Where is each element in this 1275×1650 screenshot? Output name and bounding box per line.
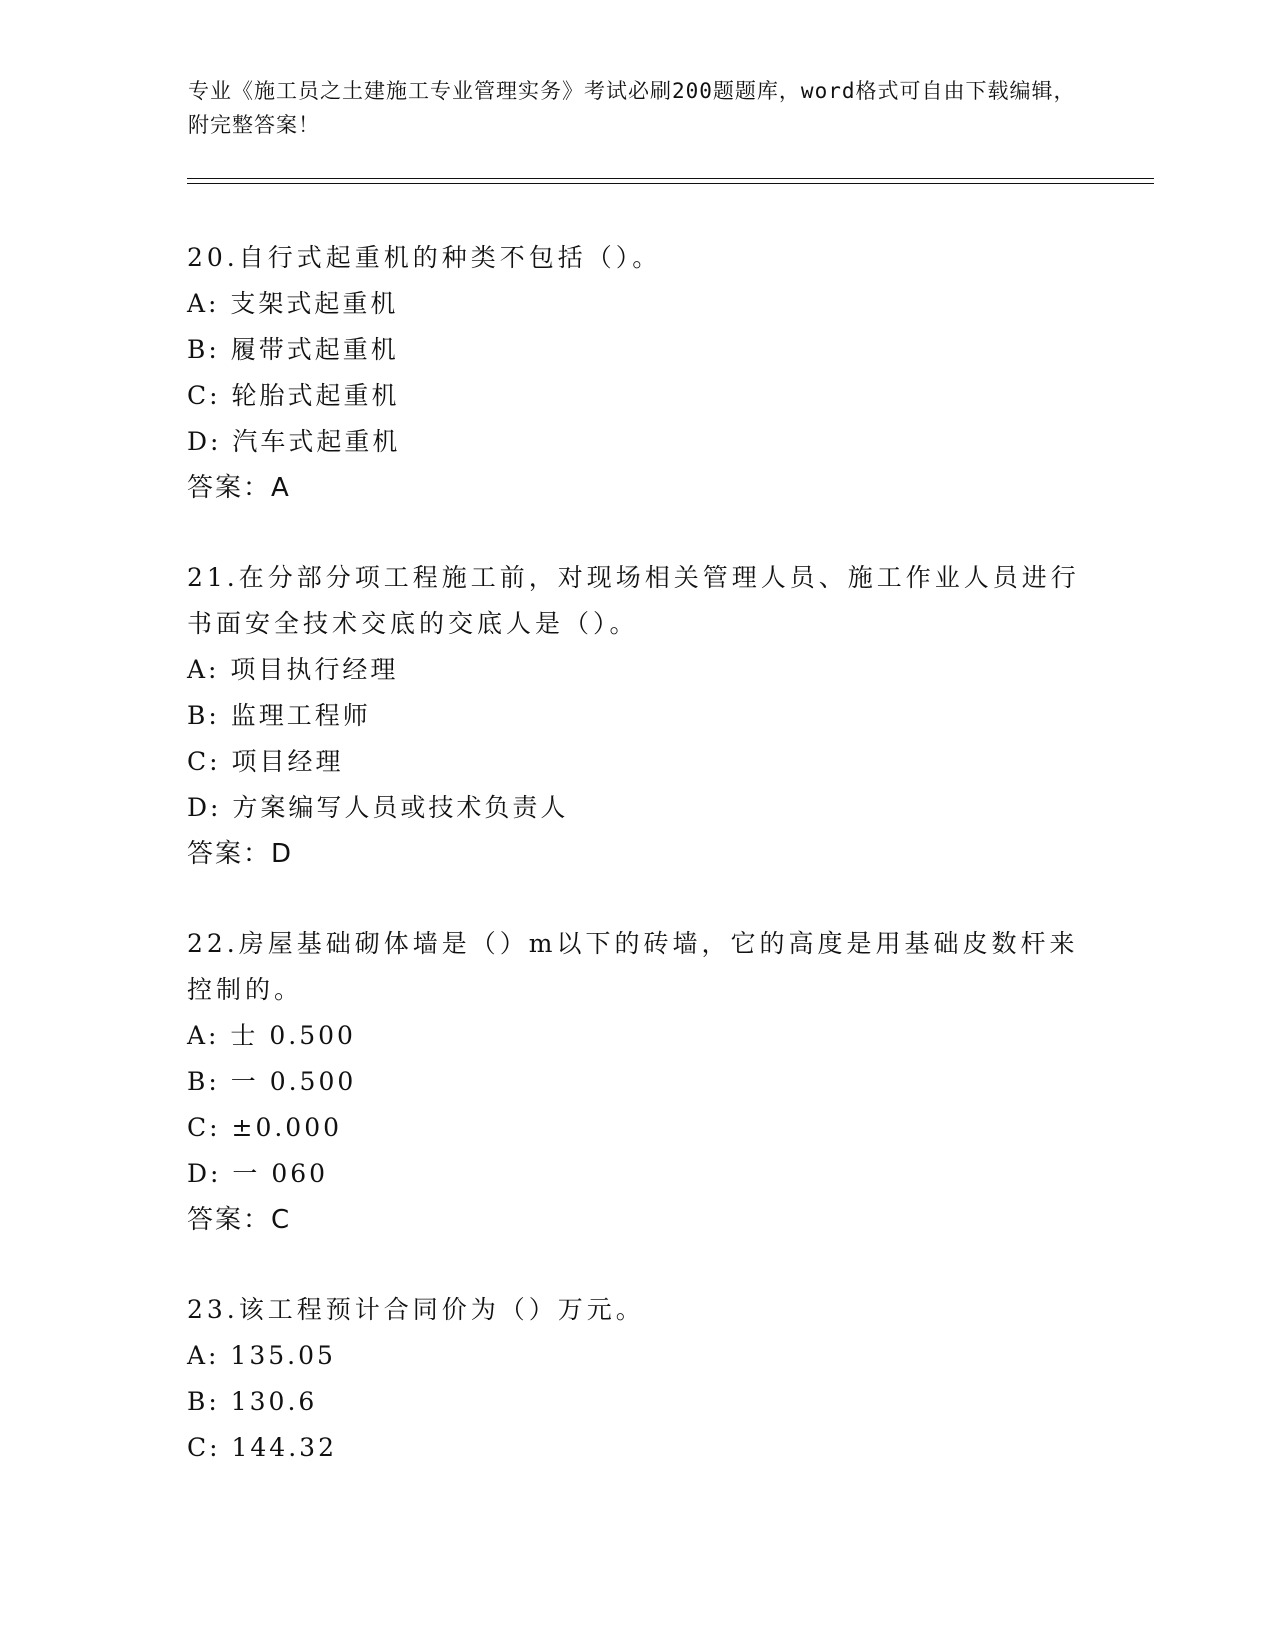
option-b: B: 监理工程师	[187, 701, 371, 730]
option-a: A: 135.05	[187, 1341, 336, 1370]
option-b: B: 一 0.500	[187, 1067, 357, 1096]
question-stem: 23.该工程预计合同价为（）万元。	[187, 1295, 645, 1324]
option-c: C: 144.32	[187, 1433, 337, 1462]
header-divider-bottom	[187, 183, 1154, 184]
answer: 答案：A	[187, 473, 291, 503]
option-a: A: 项目执行经理	[187, 655, 399, 684]
question-22	[187, 921, 1087, 1243]
header-divider-top	[187, 178, 1154, 179]
option-d: D: 方案编写人员或技术负责人	[187, 793, 569, 822]
question-23	[187, 1287, 1087, 1471]
question-20	[187, 235, 1087, 511]
option-d: D: 汽车式起重机	[187, 427, 401, 456]
option-c: C: ±0.000	[187, 1113, 343, 1142]
option-a: A: 士 0.500	[187, 1021, 356, 1050]
answer: 答案：C	[187, 1205, 292, 1235]
question-21	[187, 555, 1087, 877]
document-header: 专业《施工员之土建施工专业管理实务》考试必刷200题题库，word格式可自由下载编辑，附完整答案！	[188, 79, 1076, 137]
question-stem: 21.在分部分项工程施工前，对现场相关管理人员、施工作业人员进行书面安全技术交底的交底人是（）。	[187, 563, 1080, 638]
option-c: C: 项目经理	[187, 747, 344, 776]
question-stem: 20.自行式起重机的种类不包括（）。	[187, 243, 662, 272]
option-b: B: 130.6	[187, 1387, 318, 1416]
option-c: C: 轮胎式起重机	[187, 381, 400, 410]
answer: 答案：D	[187, 839, 294, 869]
option-a: A: 支架式起重机	[187, 289, 399, 318]
question-list	[187, 235, 1087, 1515]
option-d: D: 一 060	[187, 1159, 329, 1188]
question-stem: 22.房屋基础砌体墙是（）m以下的砖墙，它的高度是用基础皮数杆来控制的。	[187, 929, 1079, 1004]
option-b: B: 履带式起重机	[187, 335, 399, 364]
